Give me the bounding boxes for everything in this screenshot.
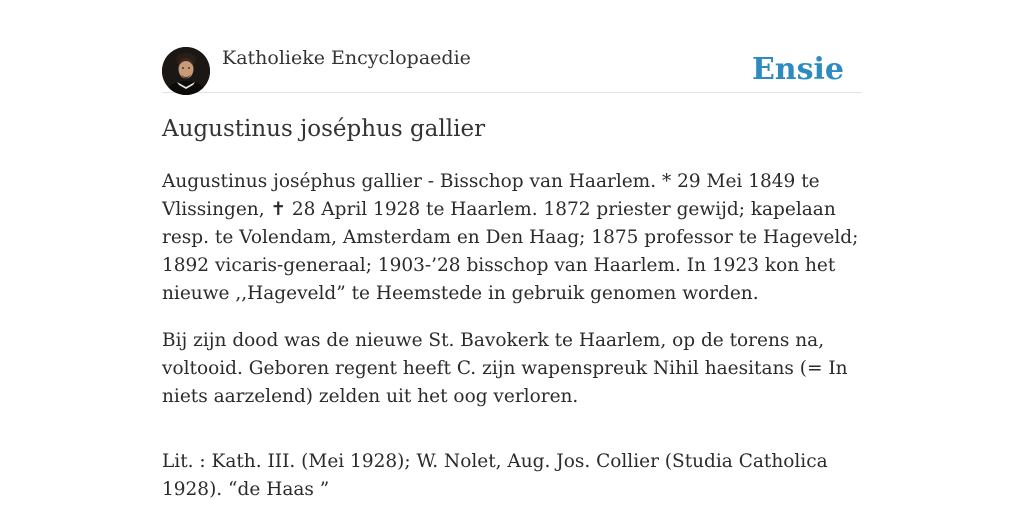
portrait-avatar-icon[interactable]: [162, 47, 210, 95]
source-name[interactable]: Katholieke Encyclopaedie: [222, 47, 471, 69]
article-body: [162, 168, 872, 512]
article-paragraph: Augustinus joséphus gallier - Bisschop van Haarlem. * 29 Mei 1849 te Vlissingen, ✝ 28 April 1928 te Haarlem. 1872 priester gewijd; kapelaan resp. te Volendam, Amsterdam en Den Haag; 1875 professor te Hageveld; 1892 vicaris-generaal; 1903-’28 bisschop van Haarlem. In 1923 kon het nieuwe ,,Hageveld” te Heemstede in gebruik genomen worden.: [162, 171, 859, 304]
header: [162, 46, 862, 93]
article-paragraph: Bij zijn dood was de nieuwe St. Bavokerk te Haarlem, op de torens na, voltooid. Geboren regent heeft C. zijn wapenspreuk Nihil haesitans (= In niets aarzelend) zelden uit het oog verloren.: [162, 330, 848, 407]
brand-logo[interactable]: Ensie: [751, 52, 844, 87]
article-title: Augustinus joséphus gallier: [162, 116, 486, 142]
literature-reference: Lit. : Kath. III. (Mei 1928); W. Nolet, Aug. Jos. Collier (Studia Catholica 1928). “de Haas ”: [162, 451, 828, 500]
